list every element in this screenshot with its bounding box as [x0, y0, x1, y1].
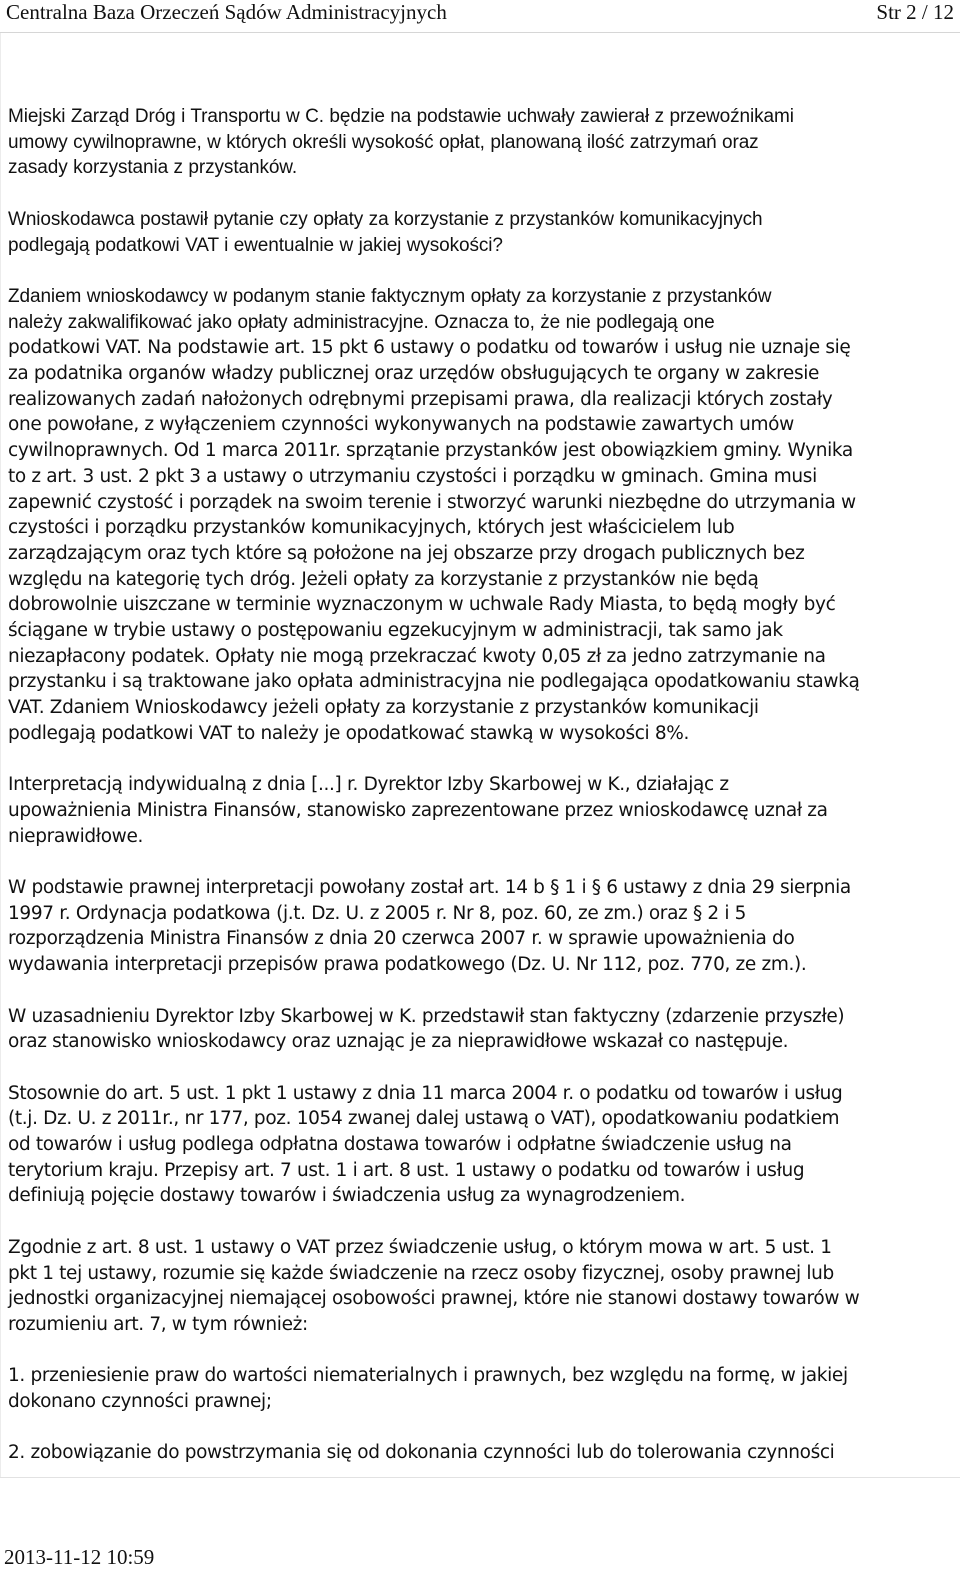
text-line: względu na kategorię tych dróg. Jeżeli opłaty za korzystanie z przystanków nie będą: [8, 568, 759, 590]
text-line: W uzasadnieniu Dyrektor Izby Skarbowej w K. przedstawił stan faktyczny (zdarzenie przyszłe): [8, 1005, 845, 1027]
text-line: oraz stanowisko wnioskodawcy oraz uznając je za nieprawidłowe wskazał co następuje.: [8, 1031, 789, 1053]
text-line: (t.j. Dz. U. z 2011r., nr 177, poz. 1054 zwanej dalej ustawą o VAT), opodatkowaniu podatkiem: [8, 1108, 840, 1130]
text-line: 2. zobowiązanie do powstrzymania się od dokonania czynności lub do tolerowania czynności: [8, 1442, 835, 1464]
paragraph-8: [8, 1235, 952, 1338]
text-line: to z art. 3 ust. 2 pkt 3 a ustawy o utrzymaniu czystości i porządku w gminach. Gmina musi: [8, 465, 817, 487]
text-line: umowy cywilnoprawne, w których określi wysokość opłat, planowaną ilość zatrzymań oraz: [8, 131, 759, 153]
text-line: zarządzającym oraz tych które są położone na jej obszarze przy drogach publicznych bez: [8, 542, 805, 564]
text-line: zasady korzystania z przystanków.: [8, 157, 298, 179]
text-line: dobrowolnie uiszczane w terminie wyznaczonym w uchwale Rady Miasta, to będą mogły być: [8, 594, 836, 616]
text-line: Interpretacją indywidualną z dnia [...] r. Dyrektor Izby Skarbowej w K., działając z: [8, 774, 729, 796]
footer-timestamp: 2013-11-12 10:59: [4, 1545, 155, 1569]
text-line: W podstawie prawnej interpretacji powołany został art. 14 b § 1 i § 6 ustawy z dnia 29 sierpnia: [8, 877, 851, 899]
text-line: za podatnika organów władzy publicznej oraz urzędów obsługujących te organy w zakresie: [8, 363, 820, 384]
paragraph-6: [8, 1004, 952, 1055]
text-line: podatkowi VAT. Na podstawie art. 15 pkt 6 ustawy o podatku od towarów i usług nie uznaje się: [8, 337, 851, 359]
text-line: jednostki organizacyjnej niemającej osobowości prawnej, które nie stanowi dostawy towarów w: [8, 1288, 860, 1310]
text-line: rozporządzenia Ministra Finansów z dnia 20 czerwca 2007 r. w sprawie upoważnienia do: [8, 928, 795, 950]
page-header: [0, 0, 960, 28]
paragraph-5: [8, 875, 952, 978]
text-line: rozumieniu art. 7, w tym również:: [8, 1313, 308, 1335]
text-line: 1. przeniesienie praw do wartości niematerialnych i prawnych, bez względu na formę, w jakiej: [8, 1365, 848, 1387]
text-line: niezapłacony podatek. Opłaty nie mogą przekraczać kwoty 0,05 zł za jedno zatrzymanie na: [8, 645, 826, 667]
text-line: zapewnić czystość i porządek na swoim terenie i stworzyć warunki niezbędne do utrzymania w: [8, 491, 856, 513]
header-title: Centralna Baza Orzeczeń Sądów Administracyjnych: [6, 0, 447, 24]
text-line: one powołane, z wyłączeniem czynności wykonywanych na podstawie zawartych umów: [8, 414, 794, 436]
text-line: pkt 1 tej ustawy, rozumie się każde świadczenie na rzecz osoby fizycznej, osoby prawnej lub: [8, 1262, 834, 1284]
text-line: dokonano czynności prawnej;: [8, 1391, 272, 1413]
text-line: definiują pojęcie dostawy towarów i świadczenia usług za wynagrodzeniem.: [8, 1185, 686, 1207]
list-item-1: [8, 1363, 952, 1414]
text-line: Zdaniem wnioskodawcy w podanym stanie faktycznym opłaty za korzystanie z przystanków: [8, 285, 772, 307]
text-line: Stosownie do art. 5 ust. 1 pkt 1 ustawy z dnia 11 marca 2004 r. o podatku od towarów i usług: [8, 1082, 843, 1104]
text-line: 1997 r. Ordynacja podatkowa (j.t. Dz. U. z 2005 r. Nr 8, poz. 60, ze zm.) oraz § 2 i 5: [8, 902, 747, 924]
text-line: upoważnienia Ministra Finansów, stanowisko zaprezentowane przez wnioskodawcę uznał za: [8, 799, 828, 821]
text-line: należy zakwalifikować jako opłaty administracyjne. Oznacza to, że nie podlegają one: [8, 311, 715, 333]
paragraph-4: [8, 772, 952, 849]
text-line: cywilnoprawnych. Od 1 marca 2011r. sprzątanie przystanków jest obowiązkiem gminy. Wynika: [8, 440, 853, 462]
list-item-2: [8, 1440, 952, 1466]
text-line: wydawania interpretacji przepisów prawa podatkowego (Dz. U. Nr 112, poz. 770, ze zm.).: [8, 954, 807, 976]
text-line: od towarów i usług podlega odpłatna dostawa towarów i odpłatne świadczenie usług na: [8, 1134, 792, 1156]
page-number: Str 2 / 12: [876, 0, 954, 24]
left-border: [0, 33, 1, 1477]
text-line: nieprawidłowe.: [8, 825, 144, 847]
text-line: podlegają podatkowi VAT i ewentualnie w jakiej wysokości?: [8, 234, 503, 256]
bottom-divider: [0, 1477, 960, 1478]
text-line: Zgodnie z art. 8 ust. 1 ustawy o VAT przez świadczenie usług, o którym mowa w art. 5 ust. 1: [8, 1236, 832, 1258]
text-line: terytorium kraju. Przepisy art. 7 ust. 1 i art. 8 ust. 1 ustawy o podatku od towarów i usług: [8, 1159, 805, 1181]
document-body: [8, 104, 952, 1466]
text-line: przystanku i są traktowane jako opłata administracyjna nie podlegająca opodatkowaniu stawką: [8, 671, 860, 693]
text-line: VAT. Zdaniem Wnioskodawcy jeżeli opłaty za korzystanie z przystanków komunikacji: [8, 697, 759, 719]
text-line: realizowanych zadań nałożonych odrębnymi przepisami prawa, dla realizacji których zostały: [8, 388, 833, 410]
paragraph-1: [8, 104, 952, 181]
paragraph-2: [8, 207, 952, 258]
text-line: podlegają podatkowi VAT to należy je opodatkować stawką w wysokości 8%.: [8, 722, 690, 744]
text-line: Miejski Zarząd Dróg i Transportu w C. będzie na podstawie uchwały zawierał z przewoźnikami: [8, 106, 794, 127]
paragraph-3: [8, 284, 952, 747]
text-line: czystości i porządku przystanków komunikacyjnych, których jest właścicielem lub: [8, 517, 735, 539]
paragraph-7: [8, 1081, 952, 1210]
text-line: Wnioskodawca postawił pytanie czy opłaty za korzystanie z przystanków komunikacyjnych: [8, 208, 763, 230]
text-line: ściągane w trybie ustawy o postępowaniu egzekucyjnym w administracji, tak samo jak: [8, 620, 783, 642]
header-divider: [0, 32, 960, 33]
